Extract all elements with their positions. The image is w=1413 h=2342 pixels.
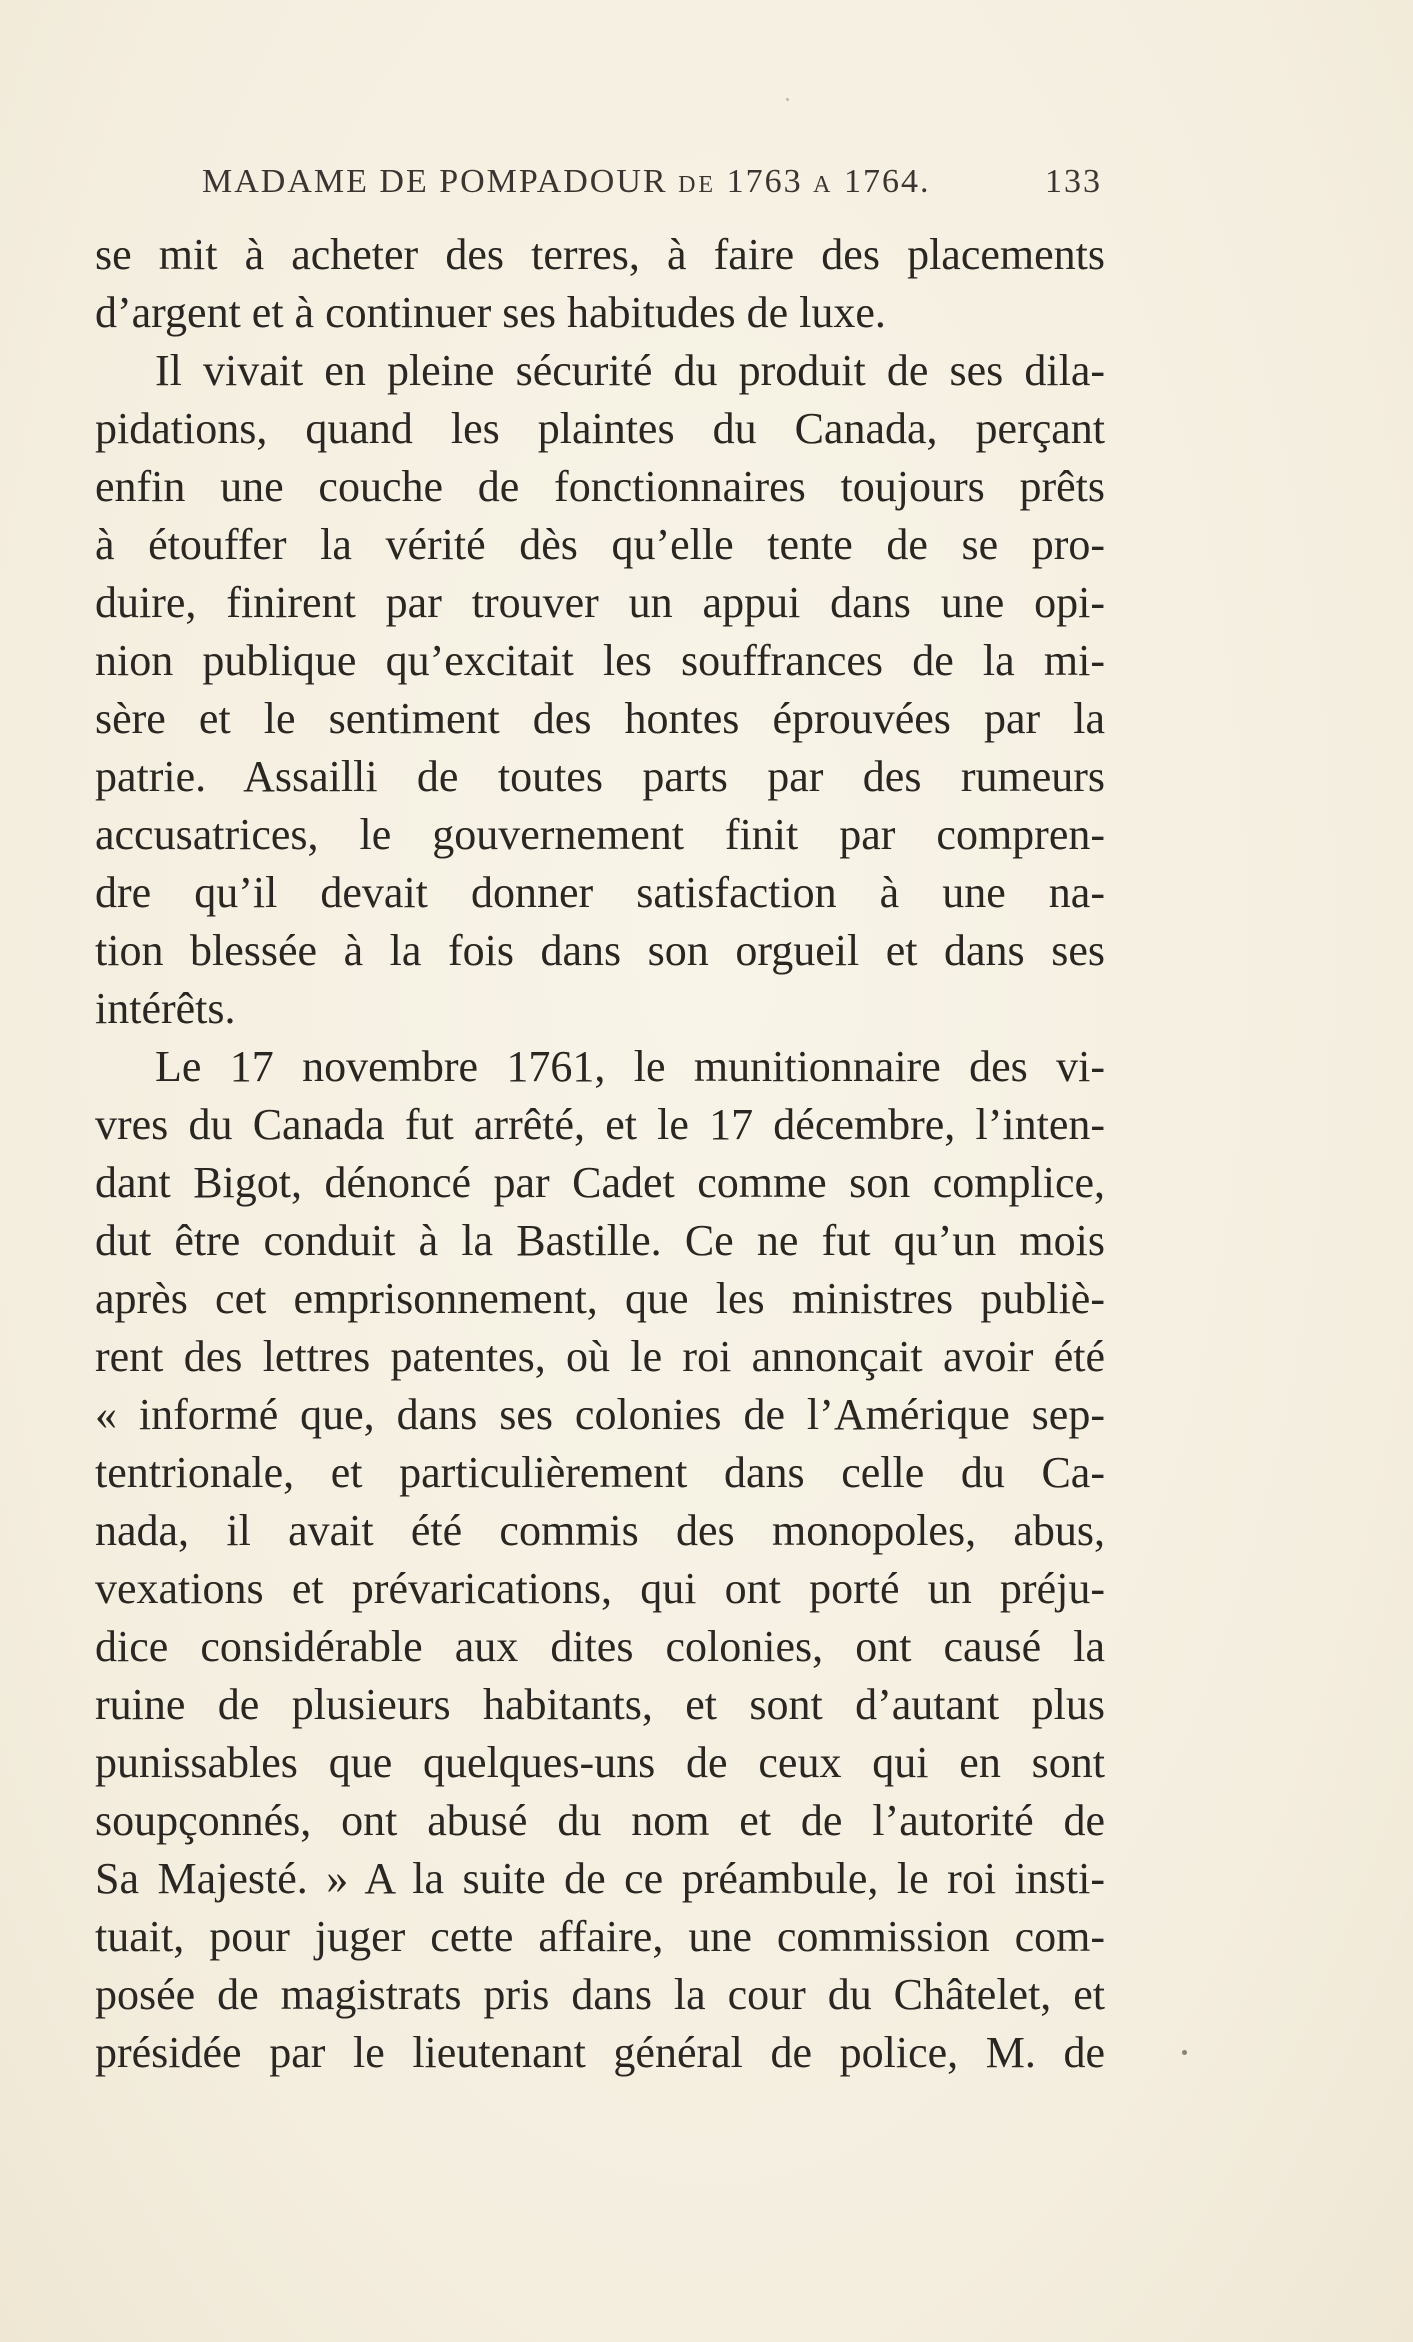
- text-line: accusatrices, le gouvernement finit par compren-: [95, 810, 1105, 859]
- text-line: d’argent et à continuer ses habitudes de luxe.: [95, 288, 886, 337]
- text-line: patrie. Assailli de toutes parts par des rumeurs: [95, 752, 1105, 801]
- body-text: [95, 226, 1105, 2082]
- text-line: duire, finirent par trouver un appui dans une opi-: [95, 578, 1105, 627]
- text-line: dant Bigot, dénoncé par Cadet comme son complice,: [95, 1158, 1105, 1207]
- text-line: après cet emprisonnement, que les ministres publiè-: [95, 1274, 1105, 1323]
- text-line: dice considérable aux dites colonies, ont causé la: [95, 1622, 1105, 1671]
- running-head-de: DE: [678, 172, 717, 198]
- text-line: intérêts.: [95, 984, 236, 1033]
- text-line: soupçonnés, ont abusé du nom et de l’autorité de: [95, 1796, 1105, 1845]
- running-head-year-start: 1763: [726, 163, 803, 200]
- paper-speck: [1182, 2050, 1187, 2055]
- text-line: à étouffer la vérité dès qu’elle tente de se pro-: [95, 520, 1105, 569]
- text-line: vexations et prévarications, qui ont porté un préju-: [95, 1564, 1105, 1613]
- text-line: Le 17 novembre 1761, le munitionnaire des vi-: [155, 1042, 1105, 1091]
- text-line: enfin une couche de fonctionnaires toujours prêts: [95, 462, 1105, 511]
- text-line: posée de magistrats pris dans la cour du Châtelet, et: [95, 1970, 1105, 2019]
- page-number: 133: [1045, 163, 1102, 200]
- text-line: rent des lettres patentes, où le roi annonçait avoir été: [95, 1332, 1105, 1381]
- text-line: Sa Majesté. » A la suite de ce préambule, le roi insti-: [95, 1854, 1105, 1903]
- text-line: présidée par le lieutenant général de police, M. de: [95, 2028, 1105, 2077]
- text-line: tuait, pour juger cette affaire, une commission com-: [95, 1912, 1105, 1961]
- text-line: ruine de plusieurs habitants, et sont d’autant plus: [95, 1680, 1105, 1729]
- text-line: punissables que quelques-uns de ceux qui en sont: [95, 1738, 1105, 1787]
- text-line: tentrionale, et particulièrement dans celle du Ca-: [95, 1448, 1105, 1497]
- text-line: sère et le sentiment des hontes éprouvées par la: [95, 694, 1105, 743]
- running-head-title-main: MADAME DE POMPADOUR: [202, 163, 668, 200]
- text-line: Il vivait en pleine sécurité du produit de ses dila-: [155, 346, 1105, 395]
- text-line: nada, il avait été commis des monopoles, abus,: [95, 1506, 1105, 1555]
- running-head-title: [202, 163, 930, 201]
- text-line: se mit à acheter des terres, à faire des placements: [95, 230, 1105, 279]
- paper-speck: [786, 98, 789, 101]
- running-head-year-end: 1764.: [843, 163, 931, 200]
- text-line: tion blessée à la fois dans son orgueil et dans ses: [95, 926, 1105, 975]
- text-line: pidations, quand les plaintes du Canada, perçant: [95, 404, 1105, 453]
- text-line: « informé que, dans ses colonies de l’Amérique sep-: [95, 1390, 1105, 1439]
- text-line: nion publique qu’excitait les souffrances de la mi-: [95, 636, 1105, 685]
- running-head-a: A: [813, 172, 834, 198]
- text-line: dre qu’il devait donner satisfaction à une na-: [95, 868, 1105, 917]
- text-line: vres du Canada fut arrêté, et le 17 décembre, l’inten-: [95, 1100, 1105, 1149]
- text-line: dut être conduit à la Bastille. Ce ne fut qu’un mois: [95, 1216, 1105, 1265]
- running-head: [202, 163, 1102, 209]
